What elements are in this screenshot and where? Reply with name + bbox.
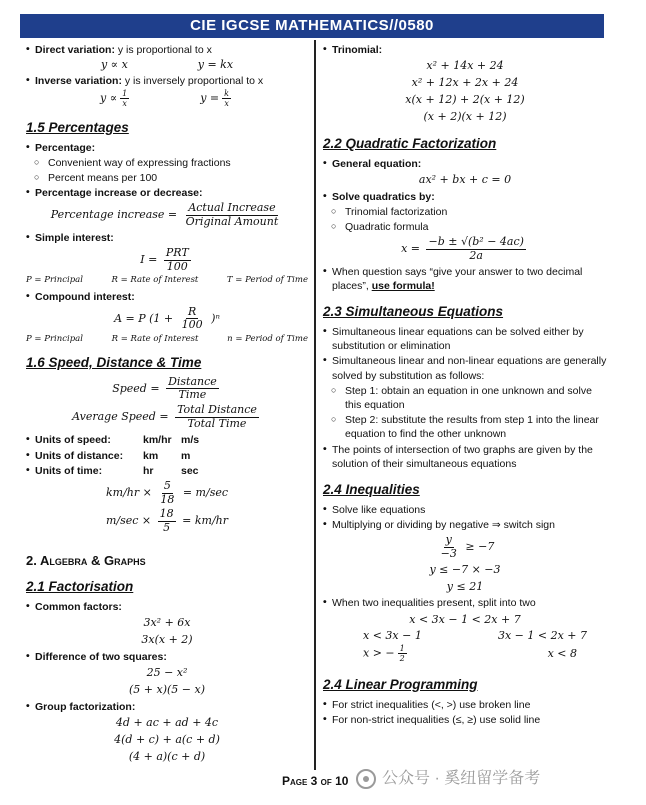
simultaneous-point-1: • Simultaneous linear equations can be solved either by substitution or elimination xyxy=(323,325,607,353)
general-equation: ax² + bx + c = 0 xyxy=(418,172,512,186)
section-heading-linear-programming: 2.4 Linear Programming xyxy=(323,676,478,692)
inequality-split-row-2: x > − $\frac{1}{2}$ x < 8 xyxy=(363,644,577,664)
inequality-example-2: y ≤ −7 × −3 xyxy=(429,562,501,576)
inverse-variation-item: • Inverse variation: y is inversely proportional to x xyxy=(26,74,308,88)
watermark xyxy=(356,768,540,790)
quadratic-formula: x = $\frac{\text{−b ± √(b² − 4ac)}}{2a}$ xyxy=(401,235,524,262)
solve-quadratics-label: • Solve quadratics by: xyxy=(323,190,607,204)
section-heading-speed: 1.6 Speed, Distance & Time xyxy=(26,354,202,370)
direct-variation-equations: y ∝ x y = kx xyxy=(100,58,234,72)
section-heading-factorisation: 2.1 Factorisation xyxy=(26,579,134,594)
inequality-split-row-1: x < 3x − 1 3x − 1 < 2x + 7 xyxy=(363,629,587,643)
right-column xyxy=(323,42,607,728)
compound-interest-formula: A = P (1 + $\frac{R}{100}$ )ⁿ xyxy=(114,304,220,332)
section-heading-percentages: 1.5 Percentages xyxy=(26,119,129,135)
conversion-ms-to-kmhr: m/sec × $\frac{18}{5}$ = km/hr xyxy=(105,507,229,534)
watermark-text: 公众号 · 奚纽留学备考 xyxy=(382,770,541,787)
conversion-kmhr-to-ms: km/hr × $\frac{5}{18}$ = m/sec xyxy=(105,478,229,506)
group-factorization-label: • Group factorization: xyxy=(26,700,308,714)
average-speed-formula: Average Speed = $\frac{\text{Total Distance}}{\text{Total Time}}$ xyxy=(72,403,257,430)
percentage-sub-1: ○ Convenient way of expressing fractions xyxy=(26,156,308,170)
difference-of-squares-line-2: (5 + x)(5 − x) xyxy=(129,683,205,697)
common-factors-line-1: 3x² + 6x xyxy=(143,616,191,630)
solve-method-2: ○ Quadratic formula xyxy=(323,220,607,234)
inequality-example-3: y ≤ 21 xyxy=(446,579,484,593)
inequalities-point-1: • Solve like equations xyxy=(323,503,607,517)
inequalities-point-3: • When two inequalities present, split into two xyxy=(323,596,607,610)
group-factorization-line-2: 4(d + c) + a(c + d) xyxy=(114,732,220,746)
speed-formula: Speed = $\frac{\text{Distance}}{\text{Time}}$ xyxy=(112,374,217,402)
section-heading-simultaneous: 2.3 Simultaneous Equations xyxy=(323,303,504,319)
decimal-places-note: • When question says “give your answer to two decimal places”, use formula! xyxy=(323,265,607,293)
solve-method-1: ○ Trinomial factorization xyxy=(323,205,607,219)
linear-programming-point-1: • For strict inequalities (<, >) use broken line xyxy=(323,698,607,712)
trinomial-line-1: x² + 14x + 24 xyxy=(426,59,504,73)
page-number: Page 3 of 10 xyxy=(282,774,349,788)
general-equation-label: • General equation: xyxy=(323,157,607,171)
percentage-increase-formula: Percentage increase = $\frac{\text{Actual Increase}}{\text{Original Amount}}$ xyxy=(50,201,279,229)
document-title: CIE IGCSE MATHEMATICS//0580 xyxy=(190,16,434,34)
inequality-example-4: x < 3x − 1 < 2x + 7 xyxy=(409,612,521,626)
common-factors-label: • Common factors: xyxy=(26,600,308,614)
simultaneous-point-2: • Simultaneous linear and non-linear equations are generally solved by substitution as follows: xyxy=(323,354,607,382)
difference-of-squares-label: • Difference of two squares: xyxy=(26,650,308,664)
linear-programming-point-2: • For non-strict inequalities (≤, ≥) use solid line xyxy=(323,713,607,727)
group-factorization-line-1: 4d + ac + ad + 4c xyxy=(115,716,219,730)
inequalities-point-2: • Multiplying or dividing by negative ⇒ switch sign xyxy=(323,518,607,532)
section-heading-quadratic: 2.2 Quadratic Factorization xyxy=(323,135,497,151)
common-factors-line-2: 3x(x + 2) xyxy=(141,633,193,647)
trinomial-line-3: x(x + 12) + 2(x + 12) xyxy=(405,92,525,106)
percentage-label: • Percentage: xyxy=(26,141,308,155)
compound-interest-legend: P = Principal R = Rate of Interest n = Period of Time xyxy=(26,334,308,345)
percentage-change-label: • Percentage increase or decrease: xyxy=(26,186,308,200)
simultaneous-step-1: ○ Step 1: obtain an equation in one unknown and solve this equation xyxy=(323,384,607,412)
left-column xyxy=(26,42,308,767)
trinomial-line-4: (x + 2)(x + 12) xyxy=(423,109,507,123)
group-factorization-line-3: (4 + a)(c + d) xyxy=(128,749,206,763)
difference-of-squares-line-1: 25 − x² xyxy=(146,666,188,680)
direct-variation-item: • Direct variation: y is proportional to x xyxy=(26,43,308,57)
document-title-banner xyxy=(20,14,604,38)
column-divider xyxy=(314,40,316,770)
units-time: • Units of time: hr sec xyxy=(26,464,308,478)
simple-interest-legend: P = Principal R = Rate of Interest T = Period of Time xyxy=(26,275,308,286)
simultaneous-point-3: • The points of intersection of two graphs are given by the solution of their simultaneous equations xyxy=(323,443,607,471)
simple-interest-formula: I = $\frac{\text{PRT}}{100}$ xyxy=(140,245,189,273)
inequality-example-1: $\frac{y}{-3}$ ≥ −7 xyxy=(440,533,495,561)
trinomial-label: • Trinomial: xyxy=(323,43,607,57)
simple-interest-label: • Simple interest: xyxy=(26,231,308,245)
inverse-variation-equations: y ∝ $\frac{1}{x}$ y = $\frac{k}{x}$ xyxy=(99,89,229,109)
simultaneous-step-2: ○ Step 2: substitute the results from step 1 into the linear equation to find the other unknown xyxy=(323,413,607,441)
chapter-heading-algebra: 2. Algebra & Graphs xyxy=(26,553,146,569)
wechat-logo-icon xyxy=(356,769,376,789)
units-speed: • Units of speed: km/hr m/s xyxy=(26,433,308,447)
percentage-sub-2: ○ Percent means per 100 xyxy=(26,171,308,185)
units-distance: • Units of distance: km m xyxy=(26,449,308,463)
trinomial-line-2: x² + 12x + 2x + 24 xyxy=(411,76,519,90)
compound-interest-label: • Compound interest: xyxy=(26,290,308,304)
section-heading-inequalities: 2.4 Inequalities xyxy=(323,481,420,497)
